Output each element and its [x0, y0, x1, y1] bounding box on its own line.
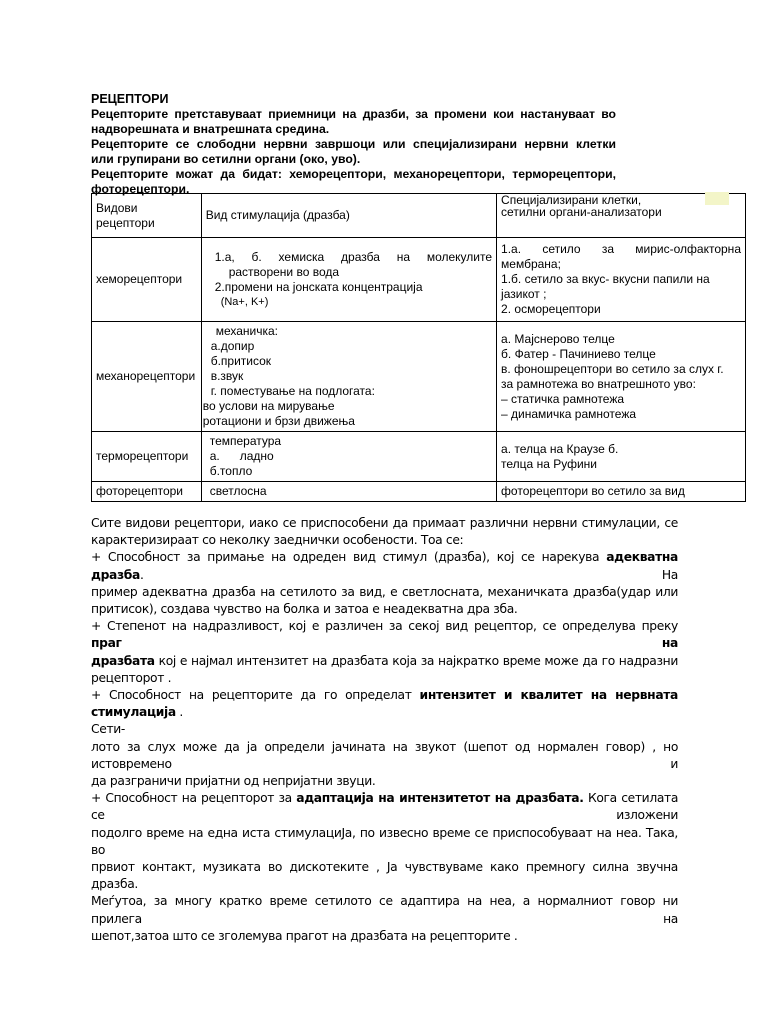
stimulus-line: 1.а, б. хемиска дразба на молекулите	[214, 249, 493, 264]
stimulus-line: (Na+, K+)	[220, 295, 269, 308]
cells-line: – статичка рамнотежа	[501, 391, 625, 406]
stimulus-cell	[201, 432, 496, 482]
stimulus-line: растворени во вода	[228, 264, 340, 279]
highlight-mark	[705, 192, 729, 205]
header-col3-line2: сетилни органи-анализатори	[501, 205, 662, 219]
text-run: + Степенот на надразливост, кој е различен за секој вид рецептор, се определува преку	[91, 619, 678, 634]
intro-line-5: Рецепторите можат да бидат: хеморецептори, механорецептори, терморецептори,	[91, 167, 616, 181]
stimulus-line: а. ладно	[209, 449, 274, 463]
stimulus-line: б.притисок	[210, 354, 272, 368]
cells-line: а. Мајснерово телце	[501, 331, 615, 346]
receptor-type-cell: фоторецептори	[92, 482, 202, 502]
receptor-table	[91, 193, 746, 502]
stimulus-line: ротациони и брзи движења	[202, 414, 355, 428]
table-row	[92, 482, 746, 502]
stimulus-line: г. поместување на подлогата:	[210, 384, 375, 398]
cells-line: – динамичка рамнотежа	[501, 406, 637, 421]
header-stimulus-type: Вид стимулација (дразба)	[201, 194, 496, 238]
cells-line: б. Фатер - Пачиниево телце	[501, 346, 656, 361]
stimulus-line: во услови на мирување	[202, 399, 335, 413]
paragraph-line: Меѓутоа, за многу кратко време сетилото се адаптира на неа, а нормалниот говор ни прилега на	[91, 894, 678, 926]
cells-organs-cell	[497, 432, 746, 482]
header-col3-line1: Специјализирани клетки,	[501, 193, 642, 207]
table-row	[92, 238, 746, 322]
cells-organs-cell: фоторецептори во сетило за вид	[497, 482, 746, 502]
header-receptor-types	[92, 194, 202, 238]
cells-line: 1.а. сетило за мирис-олфакторна	[501, 242, 741, 256]
paragraph-line	[91, 549, 678, 583]
stimulus-cell	[201, 238, 496, 322]
text-run: + Способност на рецепторите да го определат	[91, 688, 420, 703]
table-row	[92, 322, 746, 432]
stimulus-line: а.допир	[210, 339, 255, 353]
bold-term: интензитет и квалитет на нервната стимулација	[91, 688, 678, 720]
text-run: кој е најмал интензитет на дразбата која за најкратко време може да го надразни	[154, 653, 678, 668]
paragraph-line	[91, 687, 678, 721]
stimulus-line: б.топло	[209, 464, 253, 478]
stimulus-line: температура	[209, 434, 282, 448]
header-col1-line1: Видови	[96, 200, 138, 215]
paragraph-line: лото за слух може да ја определи јачината на звукот (шепот од нормален говор) , но истовремено и	[91, 739, 678, 771]
body-text	[91, 515, 678, 945]
paragraph-line: Сети-	[91, 722, 125, 737]
text-run: + Способност на рецепторот за	[91, 791, 297, 806]
cells-line: јазикот ;	[501, 287, 547, 301]
intro-line-3: Рецепторите се слободни нервни завршоци или специјализирани нервни клетки	[91, 137, 616, 151]
cells-line: 1.б. сетило за вкус- вкусни папили на	[501, 272, 710, 286]
cells-line: за рамнотежа во внатрешното уво:	[501, 376, 696, 391]
text-run: Кога сетилата се изложени	[91, 791, 679, 823]
paragraph-line: пример адекватна дразба на сетилото за вид, е светлосната, механичката дразба(удар или	[91, 584, 678, 599]
paragraph-line: првиот контакт, музиката во дискотеките , Ја чувствуваме како премногу силна звучна дразба.	[91, 860, 678, 892]
receptor-type-cell: терморецептори	[92, 432, 202, 482]
text-run: + Способност за примање на одреден вид стимул (дразба), кој се нарекува	[91, 550, 607, 565]
bold-term: адаптација на интензитетот на дразбата.	[296, 791, 584, 806]
receptor-type-cell: хеморецептори	[92, 238, 202, 322]
stimulus-line: механичка:	[215, 324, 279, 338]
intro-line-6: фоторецептори.	[91, 182, 190, 196]
cells-line: телца на Руфини	[501, 456, 597, 471]
stimulus-cell: светлосна	[201, 482, 496, 502]
paragraph-line	[91, 790, 678, 824]
cells-line: мембрана;	[501, 257, 561, 271]
intro-line-1: Рецепторите претставуваат приемници на дразби, за промени кои настануваат во	[91, 107, 616, 121]
paragraph-line: да разграничи пријатни од непријатни звуци.	[91, 774, 376, 789]
document-title: РЕЦЕПТОРИ	[91, 92, 169, 106]
stimulus-line: 2.промени на јонската концентрација	[214, 279, 423, 294]
stimulus-cell	[201, 322, 496, 432]
cells-organs-cell	[497, 238, 746, 322]
paragraph-line: карактеризираат со неколку заеднички особености. Тоа се:	[91, 533, 464, 548]
paragraph-line: притисок), создава чувство на болка и затоа е неадекватна дра зба.	[91, 602, 518, 617]
bold-term: праг на	[91, 636, 678, 651]
cells-line: в. фоношрецептори во сетило за слух г.	[501, 361, 724, 376]
cells-organs-cell	[497, 322, 746, 432]
paragraph-line	[91, 618, 678, 652]
intro-line-2: надворешната и внатрешната средина.	[91, 122, 330, 136]
cells-line: 2. осморецептори	[501, 302, 601, 316]
paragraph-line	[91, 653, 678, 670]
bold-term: адекватна дразба	[91, 550, 678, 582]
paragraph-line: рецепторот .	[91, 670, 172, 685]
paragraph-line: шепот,затоа што се зголемува прагот на дразбата на рецепторите .	[91, 928, 518, 943]
paragraph-line: подолго време на една иста стимулациЈа, по извесно време се приспособуваат на неа. Така, во	[91, 825, 678, 857]
text-run: .	[175, 705, 183, 720]
text-run: . На	[139, 567, 678, 582]
table-row	[92, 432, 746, 482]
stimulus-line: в.звук	[210, 369, 244, 383]
table-header-row	[92, 194, 746, 238]
receptor-type-cell: механорецептори	[92, 322, 202, 432]
intro-section	[91, 92, 616, 197]
bold-term: дразбата	[91, 653, 155, 668]
paragraph-line: Сите видови рецептори, иако се приспособени да примаат различни нервни стимулации, се	[91, 516, 678, 530]
intro-line-4: или групирани во сетилни органи (око, уво).	[91, 152, 361, 166]
cells-line: а. телца на Краузе б.	[501, 441, 619, 456]
header-col1-line2: рецептори	[96, 215, 155, 230]
